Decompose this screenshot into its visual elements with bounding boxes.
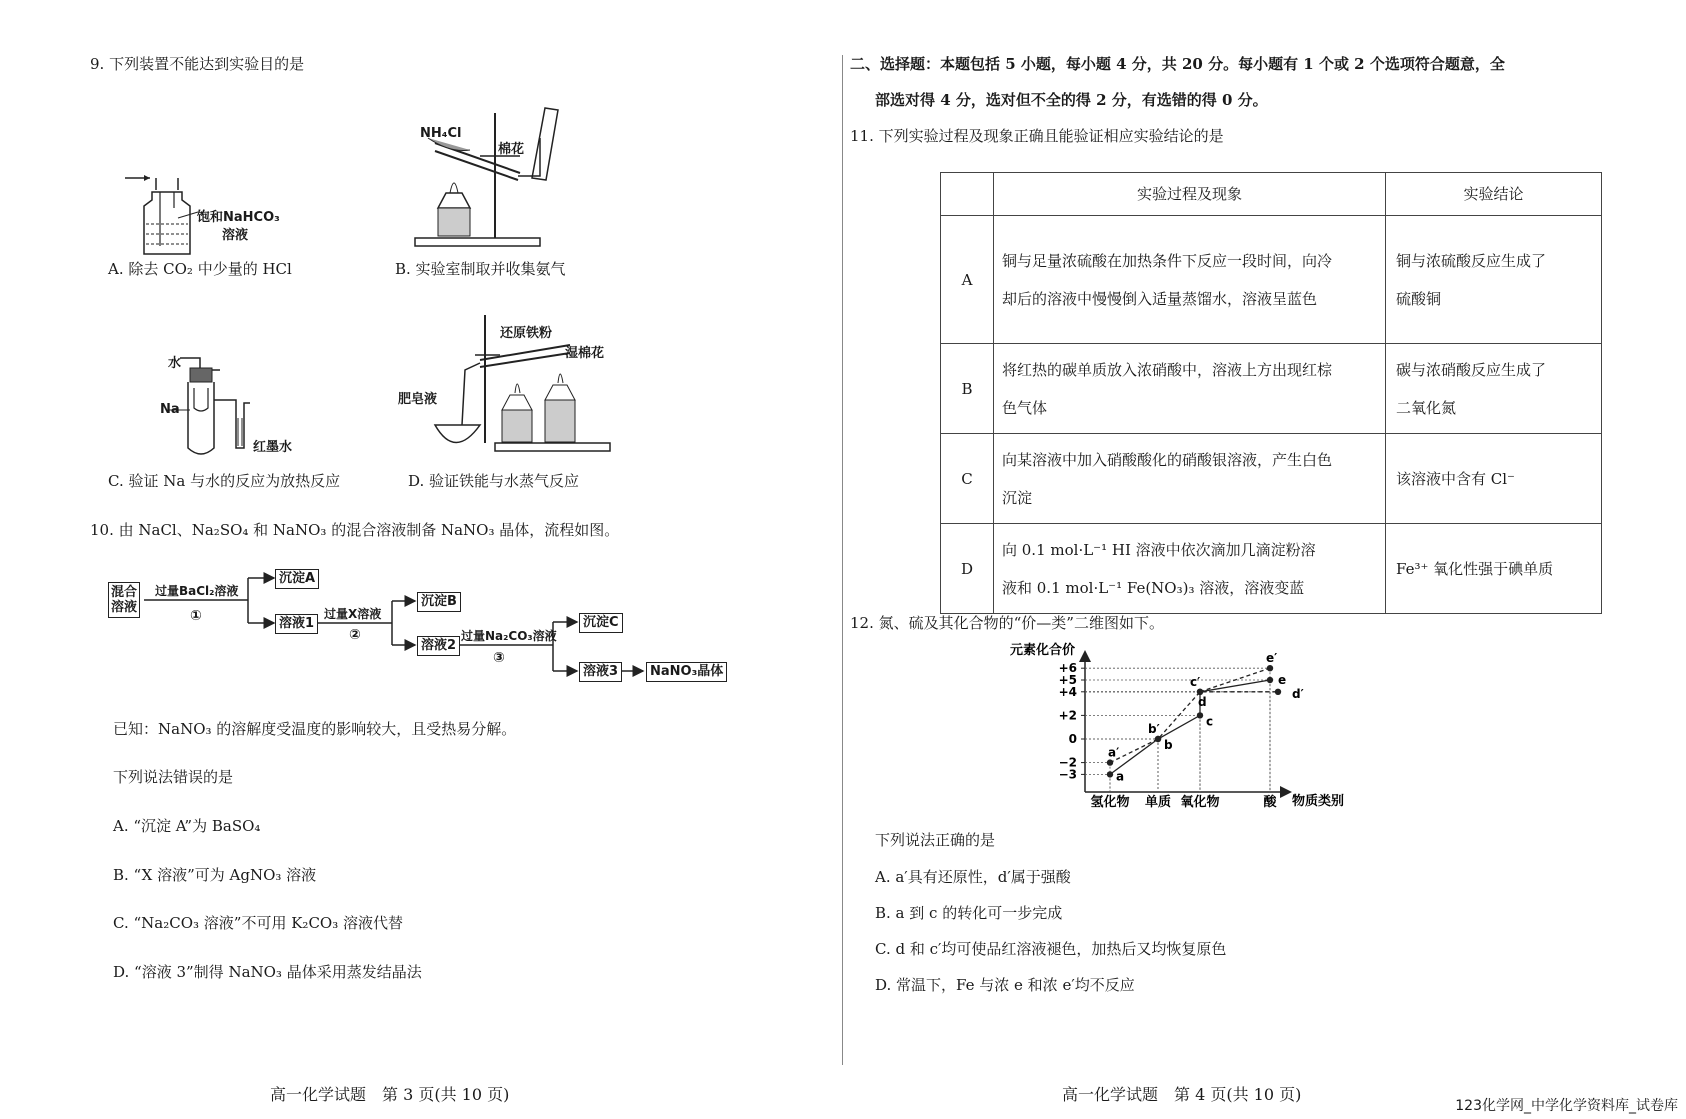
row-process — [994, 216, 1386, 344]
q10-option-a: A. “沉淀 A”为 BaSO₄ — [113, 817, 261, 835]
section-header-line1: 二、选择题：本题包括 5 小题，每小题 4 分，共 20 分。每小题有 1 个或 2 个选项符合题意，全 — [850, 55, 1505, 73]
flow-step3-num: ③ — [493, 650, 505, 666]
table-header: 实验过程及现象 — [994, 173, 1386, 216]
flow-product: NaNO₃晶体 — [646, 662, 727, 682]
flow-arrows — [100, 560, 740, 700]
row-conclusion — [1386, 524, 1602, 614]
data-point-label: d — [1198, 694, 1207, 709]
row-process — [994, 344, 1386, 434]
y-tick-label: +2 — [1058, 708, 1077, 723]
row-conclusion — [1386, 216, 1602, 344]
flow-start-line1: 混合 — [111, 585, 138, 600]
q12-option-b: B. a 到 c 的转化可一步完成 — [875, 904, 1063, 922]
flow-sol1: 溶液1 — [275, 614, 318, 634]
ammonia-apparatus-figure — [410, 98, 580, 253]
figB-caption: B. 实验室制取并收集氨气 — [395, 260, 566, 278]
flow-step2-label: 过量X溶液 — [324, 607, 382, 621]
x-tick-label: 氢化物 — [1090, 795, 1130, 810]
figC-label-water: 水 — [168, 356, 182, 371]
data-point-label: b′ — [1148, 722, 1160, 736]
flow-ppt-a: 沉淀A — [275, 569, 319, 589]
table-header — [941, 173, 994, 216]
series-line — [1110, 692, 1278, 763]
data-point — [1267, 677, 1273, 683]
row-label: B — [941, 344, 994, 434]
data-point-label: c — [1206, 714, 1214, 729]
conclusion-line: 铜与浓硫酸反应生成了 — [1396, 251, 1547, 270]
x-tick-label: 单质 — [1144, 795, 1172, 810]
flow-step2-num: ② — [349, 627, 361, 643]
q10-question: 下列说法错误的是 — [113, 768, 234, 786]
flow-sol2: 溶液2 — [417, 636, 460, 656]
q11-stem: 11. 下列实验过程及现象正确且能验证相应实验结论的是 — [850, 127, 1224, 145]
row-process — [994, 434, 1386, 524]
figD-label-soap: 肥皂液 — [398, 392, 438, 407]
q10-stem: 10. 由 NaCl、Na₂SO₄ 和 NaNO₃ 的混合溶液制备 NaNO₃ 晶体，流程如图。 — [90, 521, 620, 539]
data-point — [1107, 759, 1113, 765]
chart-xlabel: 物质类别 — [1292, 794, 1345, 809]
data-point — [1275, 689, 1281, 695]
figA-caption: A. 除去 CO₂ 中少量的 HCl — [108, 260, 292, 278]
figA-label-nahco3: 饱和NaHCO₃ — [197, 210, 280, 225]
y-tick-label: −2 — [1058, 755, 1077, 770]
data-point — [1197, 689, 1203, 695]
flow-start-line2: 溶液 — [111, 600, 138, 615]
q12-question: 下列说法正确的是 — [875, 831, 996, 849]
series-line — [1110, 680, 1270, 774]
data-point — [1197, 712, 1203, 718]
y-tick-label: +5 — [1058, 673, 1077, 687]
process-line: 向某溶液中加入硝酸酸化的硝酸银溶液，产生白色 — [1002, 450, 1333, 469]
figD-label-wet-cotton: 湿棉花 — [565, 346, 605, 361]
q9-stem: 9. 下列装置不能达到实验目的是 — [90, 55, 305, 73]
q12-option-c: C. d 和 c′均可使品红溶液褪色，加热后又均恢复原色 — [875, 940, 1227, 958]
q12-option-a: A. a′具有还原性，d′属于强酸 — [875, 868, 1071, 886]
q10-option-d: D. “溶液 3”制得 NaNO₃ 晶体采用蒸发结晶法 — [113, 963, 422, 981]
table-header: 实验结论 — [1386, 173, 1602, 216]
q12-option-d: D. 常温下，Fe 与浓 e 和浓 e′均不反应 — [875, 976, 1135, 994]
figD-label-iron: 还原铁粉 — [500, 326, 553, 341]
chart-ylabel: 元素化合价 — [1010, 643, 1076, 658]
conclusion-line: Fe³⁺ 氧化性强于碘单质 — [1396, 559, 1554, 578]
left-footer: 高一化学试题 第 3 页(共 10 页) — [270, 1085, 510, 1104]
process-line: 将红热的碳单质放入浓硝酸中，溶液上方出现红棕 — [1002, 360, 1333, 379]
data-point-label: a′ — [1108, 745, 1120, 760]
q12-stem: 12. 氮、硫及其化合物的“价—类”二维图如下。 — [850, 614, 1164, 632]
page-divider — [842, 55, 843, 1065]
flow-ppt-b: 沉淀B — [417, 592, 461, 612]
figC-label-na: Na — [160, 402, 180, 417]
data-point — [1155, 736, 1161, 742]
y-tick-label: +6 — [1058, 661, 1077, 676]
q10-option-b: B. “X 溶液”可为 AgNO₃ 溶液 — [113, 866, 317, 884]
valence-class-chart — [1000, 640, 1360, 820]
flow-step3-label: 过量Na₂CO₃溶液 — [461, 629, 557, 643]
row-conclusion — [1386, 434, 1602, 524]
x-tick-label: 氧化物 — [1180, 795, 1220, 810]
chart-marks — [1059, 651, 1304, 810]
data-point-label: d′ — [1292, 686, 1304, 701]
data-point — [1107, 771, 1113, 777]
figB-label-nh4cl: NH₄Cl — [420, 126, 462, 141]
data-point-label: a — [1116, 769, 1125, 784]
data-point — [1267, 665, 1273, 671]
flow-step1-label: 过量BaCl₂溶液 — [155, 584, 239, 598]
figD-caption: D. 验证铁能与水蒸气反应 — [408, 472, 580, 490]
row-conclusion — [1386, 344, 1602, 434]
table-row — [941, 524, 1602, 614]
process-line: 向 0.1 mol·L⁻¹ HI 溶液中依次滴加几滴淀粉溶 — [1002, 540, 1316, 559]
row-label: A — [941, 216, 994, 344]
conclusion-line: 硫酸铜 — [1396, 289, 1442, 308]
data-point-label: c′ — [1190, 674, 1201, 689]
y-tick-label: 0 — [1068, 732, 1077, 746]
data-point-label: e — [1278, 673, 1287, 687]
conclusion-line: 该溶液中含有 Cl⁻ — [1396, 469, 1515, 488]
process-line: 液和 0.1 mol·L⁻¹ Fe(NO₃)₃ 溶液，溶液变蓝 — [1002, 578, 1305, 597]
figA-label-solution: 溶液 — [222, 228, 249, 243]
table-row — [941, 434, 1602, 524]
flow-sol3: 溶液3 — [579, 662, 622, 682]
y-tick-label: −3 — [1058, 767, 1077, 782]
y-tick-label: +4 — [1058, 684, 1077, 699]
row-label: C — [941, 434, 994, 524]
process-line: 沉淀 — [1002, 488, 1033, 507]
conclusion-line: 二氧化氮 — [1396, 398, 1457, 417]
watermark: 123化学网_中学化学资料库_试卷库 — [1455, 1098, 1678, 1114]
flow-start-box — [108, 582, 140, 618]
conclusion-line: 碳与浓硝酸反应生成了 — [1396, 360, 1547, 379]
figB-label-cotton: 棉花 — [498, 142, 525, 157]
row-process — [994, 524, 1386, 614]
x-tick-label: 酸 — [1263, 795, 1277, 810]
process-line: 铜与足量浓硫酸在加热条件下反应一段时间，向冷 — [1002, 251, 1333, 270]
table-header-row — [941, 173, 1602, 216]
row-label: D — [941, 524, 994, 614]
table-row — [941, 344, 1602, 434]
data-point-label: e′ — [1266, 651, 1278, 666]
q10-known: 已知：NaNO₃ 的溶解度受温度的影响较大，且受热易分解。 — [113, 720, 517, 738]
right-footer: 高一化学试题 第 4 页(共 10 页) — [1062, 1085, 1302, 1104]
data-point-label: b — [1164, 738, 1173, 752]
figC-label-red-ink: 红墨水 — [253, 440, 293, 455]
process-line: 却后的溶液中慢慢倒入适量蒸馏水，溶液呈蓝色 — [1002, 289, 1318, 308]
q11-table — [940, 172, 1602, 614]
flow-step1-num: ① — [190, 608, 202, 624]
process-line: 色气体 — [1002, 398, 1048, 417]
q10-option-c: C. “Na₂CO₃ 溶液”不可用 K₂CO₃ 溶液代替 — [113, 914, 403, 932]
figC-caption: C. 验证 Na 与水的反应为放热反应 — [108, 472, 341, 490]
table-row — [941, 216, 1602, 344]
left-page — [0, 0, 840, 1119]
flow-ppt-c: 沉淀C — [579, 613, 623, 633]
section-header-line2: 部选对得 4 分，选对但不全的得 2 分，有选错的得 0 分。 — [875, 91, 1268, 109]
